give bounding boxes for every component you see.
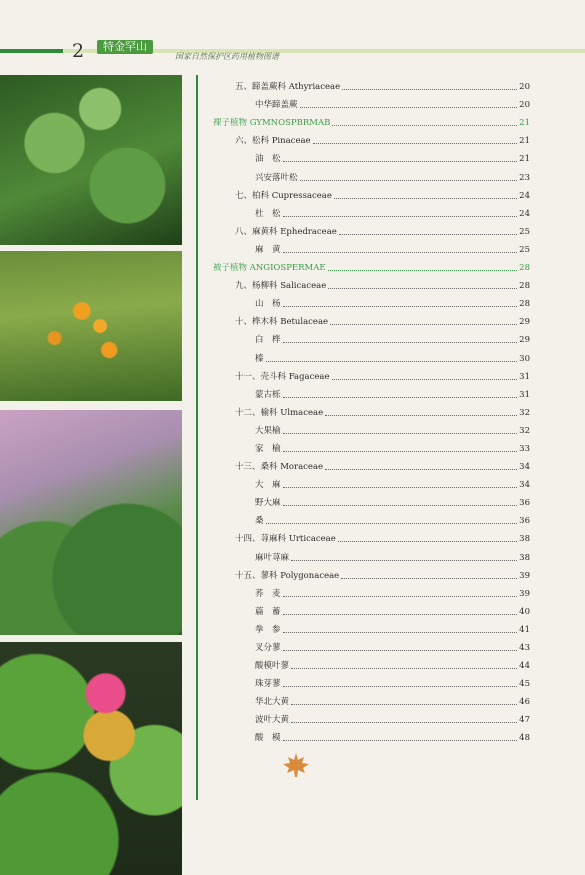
toc-entry — [205, 383, 530, 401]
toc-entry — [205, 636, 530, 654]
toc-entry — [205, 600, 530, 618]
toc-page-number: 45 — [519, 679, 530, 690]
toc-page-number: 25 — [519, 226, 530, 237]
toc-title: 十二、榆科 Ulmaceae — [235, 407, 324, 418]
toc-page-number: 28 — [519, 299, 530, 310]
dot-leader — [339, 234, 517, 235]
toc-page-number: 48 — [519, 733, 530, 744]
toc-section — [205, 256, 530, 274]
toc-title: 家 榆 — [255, 443, 281, 454]
dot-leader — [300, 107, 518, 108]
toc-title: 兴安落叶松 — [255, 172, 298, 183]
toc-title: 被子植物 ANGIOSPERMAE — [213, 263, 326, 274]
toc-title: 叉分蓼 — [255, 643, 281, 653]
dot-leader — [283, 487, 518, 488]
dot-leader — [291, 722, 517, 723]
toc-title: 野大麻 — [255, 498, 281, 509]
toc-title: 七、柏科 Cupressaceae — [235, 190, 332, 201]
toc-page-number: 28 — [519, 281, 530, 292]
toc-page-number: 39 — [519, 588, 530, 599]
toc-title: 九、杨柳科 Salicaceae — [235, 281, 327, 292]
shrub-photo — [0, 410, 182, 635]
toc-title: 桑 — [255, 516, 264, 527]
toc-entry — [205, 545, 530, 563]
dot-leader — [328, 270, 518, 271]
dot-leader — [283, 433, 518, 434]
toc-family — [205, 527, 530, 545]
toc-family — [205, 401, 530, 419]
toc-page-number: 47 — [519, 715, 530, 726]
toc-entry — [205, 202, 530, 220]
toc-title: 华北大黄 — [255, 697, 290, 708]
dot-leader — [283, 740, 518, 741]
lotus-pond-photo — [0, 642, 182, 875]
toc-title: 十一、壳斗科 Fagaceae — [235, 371, 330, 382]
toc-entry — [205, 419, 530, 437]
dot-leader — [342, 89, 517, 90]
toc-page-number: 34 — [519, 462, 530, 473]
page-number: 2 — [72, 40, 85, 62]
toc-entry — [205, 708, 530, 726]
toc-title: 珠芽蓼 — [255, 679, 281, 690]
dot-leader — [300, 180, 518, 181]
dot-leader — [325, 415, 517, 416]
toc-page-number: 21 — [519, 136, 530, 147]
toc-family — [205, 310, 530, 328]
toc-title: 八、麻黄科 Ephedraceae — [235, 226, 337, 237]
toc-page-number: 38 — [519, 534, 530, 545]
toc-page-number: 32 — [519, 425, 530, 436]
toc-title: 拳 参 — [255, 624, 281, 635]
toc-page-number: 24 — [519, 190, 530, 201]
toc-title: 大果榆 — [255, 425, 281, 436]
toc-page-number: 46 — [519, 697, 530, 708]
toc-page-number: 36 — [519, 498, 530, 509]
dot-leader — [325, 469, 517, 470]
dot-leader — [266, 523, 518, 524]
toc-entry — [205, 690, 530, 708]
dot-leader — [283, 505, 518, 506]
toc-entry — [205, 582, 530, 600]
toc-title: 十四、荨麻科 Urticaceae — [235, 534, 336, 545]
toc-entry — [205, 147, 530, 165]
dot-leader — [266, 361, 518, 362]
dot-leader — [283, 686, 518, 687]
dot-leader — [332, 379, 518, 380]
dot-leader — [313, 143, 518, 144]
dot-leader — [283, 397, 518, 398]
dot-leader — [291, 704, 517, 705]
toc-page-number: 34 — [519, 480, 530, 491]
toc-page-number: 23 — [519, 172, 530, 183]
dot-leader — [330, 324, 517, 325]
toc-family — [205, 129, 530, 147]
toc-entry — [205, 491, 530, 509]
toc-title: 麻叶荨麻 — [255, 552, 290, 563]
toc-page-number: 31 — [519, 389, 530, 400]
toc-title: 十、桦木科 Betulaceae — [235, 317, 329, 328]
toc-page-number: 43 — [519, 643, 530, 653]
toc-page-number: 32 — [519, 407, 530, 418]
toc-page-number: 20 — [519, 82, 530, 93]
toc-page-number: 21 — [519, 154, 530, 165]
toc-title: 十五、蓼科 Polygonaceae — [235, 570, 340, 581]
toc-title: 萹 蓄 — [255, 606, 281, 617]
toc-title: 荞 麦 — [255, 588, 281, 599]
green-leaves-photo — [0, 75, 182, 245]
toc-title: 酸 模 — [255, 733, 281, 744]
orange-flowers-photo — [0, 251, 182, 401]
toc-entry — [205, 618, 530, 636]
toc-title: 大 麻 — [255, 480, 281, 491]
dot-leader — [283, 451, 518, 452]
toc-title: 杜 松 — [255, 208, 281, 219]
header-rule — [0, 49, 585, 53]
toc-title: 六、松科 Pinaceae — [235, 136, 311, 147]
toc-title: 十三、桑科 Moraceae — [235, 462, 324, 473]
dot-leader — [283, 650, 518, 651]
toc-page-number: 30 — [519, 353, 530, 364]
toc-page-number: 20 — [519, 100, 530, 111]
toc-family — [205, 274, 530, 292]
toc-family — [205, 365, 530, 383]
toc-entry — [205, 238, 530, 256]
toc-title: 酸模叶蓼 — [255, 661, 290, 672]
toc-title: 蒙古栎 — [255, 389, 281, 400]
toc-entry — [205, 672, 530, 690]
toc-section — [205, 111, 530, 129]
dot-leader — [341, 578, 517, 579]
dot-leader — [328, 288, 517, 289]
toc-page-number: 41 — [519, 624, 530, 635]
toc-page-number: 29 — [519, 317, 530, 328]
toc-entry — [205, 654, 530, 672]
toc-page-number: 39 — [519, 570, 530, 581]
toc-family — [205, 220, 530, 238]
toc-entry — [205, 726, 530, 744]
toc-family — [205, 455, 530, 473]
dot-leader — [283, 161, 518, 162]
dot-leader — [283, 216, 518, 217]
toc-page-number: 38 — [519, 552, 530, 563]
toc-title: 山 杨 — [255, 299, 281, 310]
dot-leader — [283, 342, 518, 343]
toc-entry — [205, 328, 530, 346]
dot-leader — [291, 560, 517, 561]
toc-page-number: 31 — [519, 371, 530, 382]
toc-title: 麻 黄 — [255, 244, 281, 255]
column-divider — [196, 75, 198, 800]
maple-leaf-icon — [282, 752, 310, 778]
toc-title: 中华蹄盖蕨 — [255, 100, 298, 111]
toc-page-number: 33 — [519, 443, 530, 454]
toc-family — [205, 184, 530, 202]
dot-leader — [291, 668, 517, 669]
dot-leader — [283, 252, 518, 253]
toc-page-number: 29 — [519, 335, 530, 346]
toc-page-number: 28 — [519, 263, 530, 274]
toc-title: 白 桦 — [255, 335, 281, 346]
toc-title: 五、蹄盖蕨科 Athyriaceae — [235, 82, 341, 93]
dot-leader — [332, 125, 517, 126]
toc-entry — [205, 473, 530, 491]
toc-entry — [205, 346, 530, 364]
toc-entry — [205, 437, 530, 455]
toc-page-number: 21 — [519, 118, 530, 129]
toc-entry — [205, 93, 530, 111]
toc-family — [205, 75, 530, 93]
dot-leader — [283, 596, 518, 597]
toc-title: 裸子植物 GYMNOSPBRMAB — [213, 118, 331, 129]
toc-entry — [205, 292, 530, 310]
toc-page-number: 44 — [519, 661, 530, 672]
dot-leader — [283, 306, 518, 307]
toc-page-number: 40 — [519, 606, 530, 617]
dot-leader — [338, 541, 517, 542]
toc-entry — [205, 165, 530, 183]
toc-page-number: 25 — [519, 244, 530, 255]
toc-page-number: 36 — [519, 516, 530, 527]
book-brand: 特金罕山 — [97, 40, 153, 54]
dot-leader — [283, 632, 518, 633]
toc-title: 油 松 — [255, 154, 281, 165]
toc-entry — [205, 509, 530, 527]
toc-title: 榛 — [255, 353, 264, 364]
toc-page-number: 24 — [519, 208, 530, 219]
toc-title: 波叶大黄 — [255, 715, 290, 726]
table-of-contents — [205, 75, 530, 744]
toc-family — [205, 564, 530, 582]
book-subtitle: 国家自然保护区药用植物图谱 — [175, 52, 279, 61]
header-rule-accent — [0, 49, 63, 53]
dot-leader — [334, 198, 517, 199]
dot-leader — [283, 614, 518, 615]
